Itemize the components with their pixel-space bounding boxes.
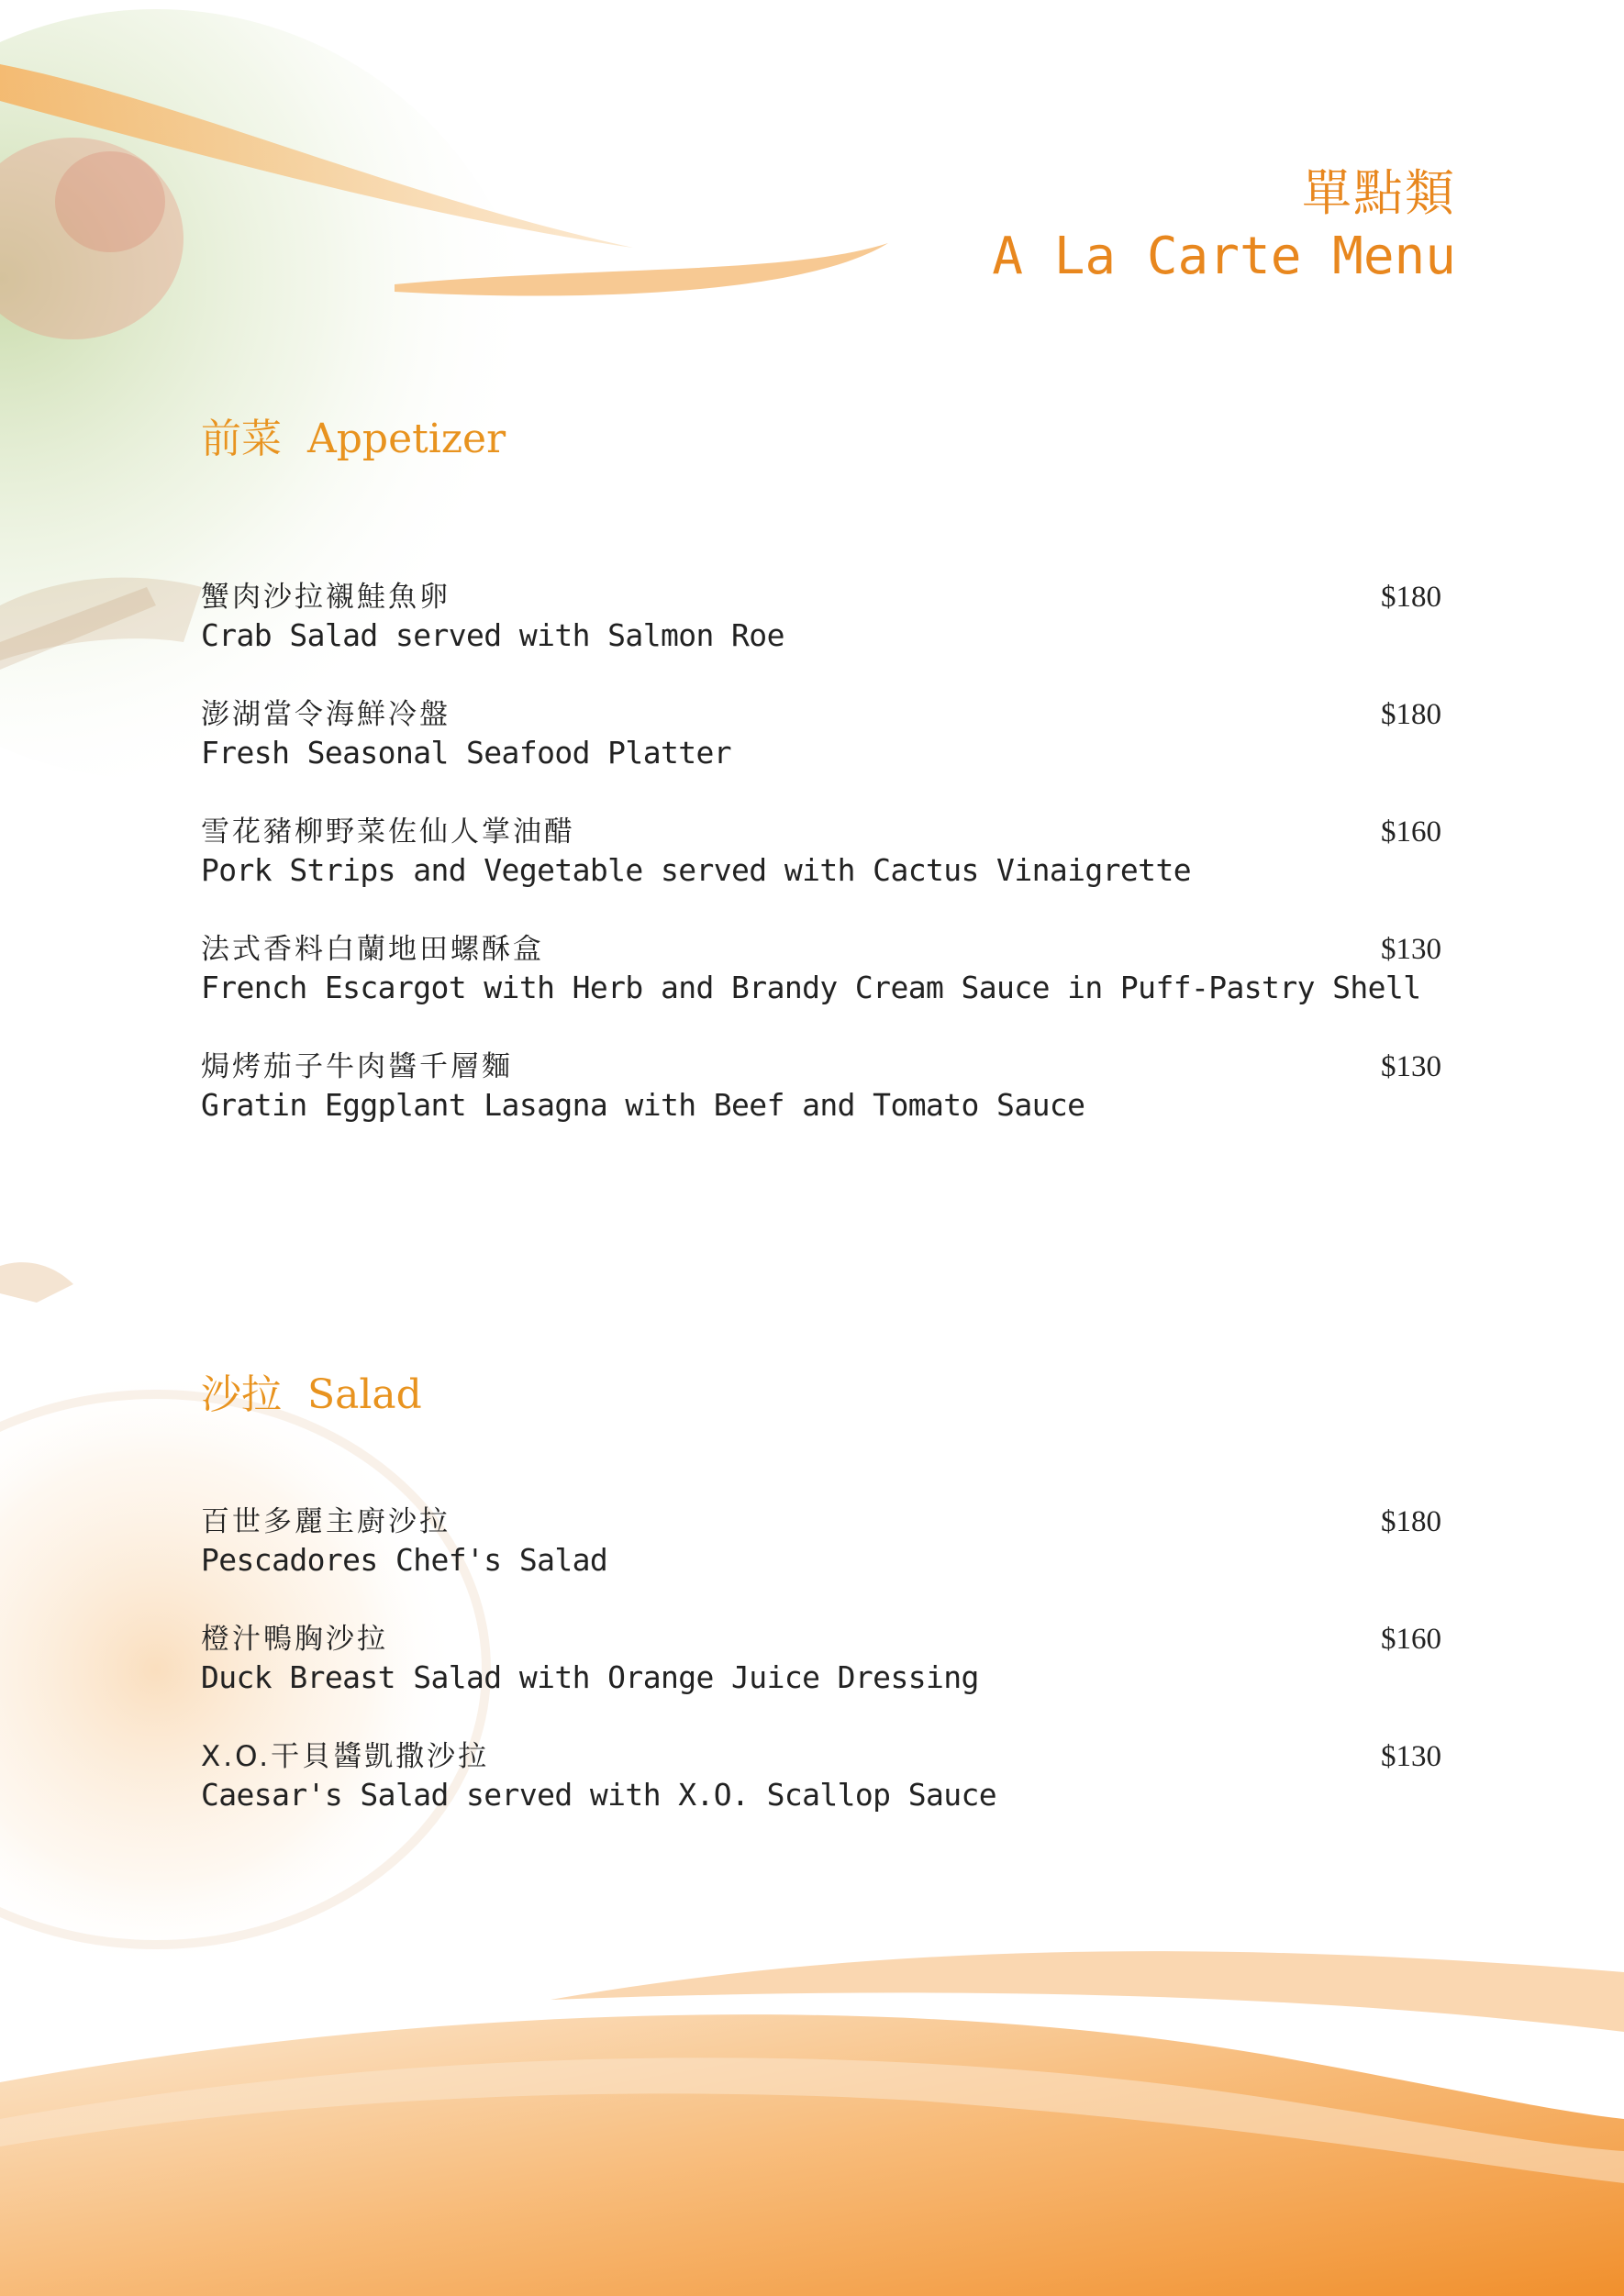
- salad-list: [201, 1502, 1449, 1854]
- menu-item: [201, 1736, 1449, 1854]
- item-price: $130: [1381, 1050, 1441, 1083]
- section-heading-appetizer: 前菜 Appetizer: [201, 416, 506, 462]
- salad-section: [201, 1370, 1449, 1854]
- menu-title-chinese: 單點類: [1302, 164, 1456, 222]
- item-price: $180: [1381, 581, 1441, 614]
- item-name-english: French Escargot with Herb and Brandy Cream Sauce in Puff-Pastry Shell: [201, 970, 1421, 1005]
- item-price: $160: [1381, 815, 1441, 849]
- menu-header: [992, 163, 1456, 290]
- item-name-english: Gratin Eggplant Lasagna with Beef and Tomato Sauce: [201, 1087, 1085, 1123]
- bottom-wave-decoration: [0, 1951, 1624, 2296]
- item-name-chinese: 雪花豬柳野菜佐仙人掌油醋: [201, 815, 575, 849]
- item-name-english: Crab Salad served with Salmon Roe: [201, 617, 784, 653]
- item-name-chinese: 蟹肉沙拉襯鮭魚卵: [201, 581, 450, 614]
- item-name-chinese: 百世多麗主廚沙拉: [201, 1505, 450, 1538]
- menu-item: [201, 577, 1449, 694]
- menu-item: [201, 1619, 1449, 1736]
- item-name-chinese: 橙汁鴨胸沙拉: [201, 1623, 388, 1656]
- menu-item: [201, 694, 1449, 812]
- menu-title-english: A La Carte Menu: [992, 227, 1456, 286]
- item-name-chinese: X.O.干貝醬凱撒沙拉: [201, 1740, 490, 1773]
- section-heading-salad: 沙拉 Salad: [201, 1371, 422, 1418]
- appetizer-list: [201, 577, 1449, 1164]
- item-name-english: Caesar's Salad served with X.O. Scallop Sauce: [201, 1777, 997, 1813]
- item-name-english: Pescadores Chef's Salad: [201, 1542, 608, 1578]
- item-price: $130: [1381, 933, 1441, 966]
- menu-item: [201, 929, 1449, 1047]
- item-name-chinese: 焗烤茄子牛肉醬千層麵: [201, 1050, 513, 1083]
- appetizer-section: [201, 414, 1449, 1164]
- item-name-english: Fresh Seasonal Seafood Platter: [201, 735, 732, 771]
- item-name-chinese: 澎湖當令海鮮冷盤: [201, 698, 450, 731]
- item-price: $160: [1381, 1623, 1441, 1656]
- item-name-chinese: 法式香料白蘭地田螺酥盒: [201, 933, 544, 966]
- item-name-english: Pork Strips and Vegetable served with Cactus Vinaigrette: [201, 852, 1191, 888]
- menu-item: [201, 1502, 1449, 1619]
- item-price: $180: [1381, 1505, 1441, 1538]
- item-price: $130: [1381, 1740, 1441, 1773]
- item-name-english: Duck Breast Salad with Orange Juice Dressing: [201, 1659, 979, 1695]
- menu-item: [201, 812, 1449, 929]
- menu-item: [201, 1047, 1449, 1164]
- item-price: $180: [1381, 698, 1441, 731]
